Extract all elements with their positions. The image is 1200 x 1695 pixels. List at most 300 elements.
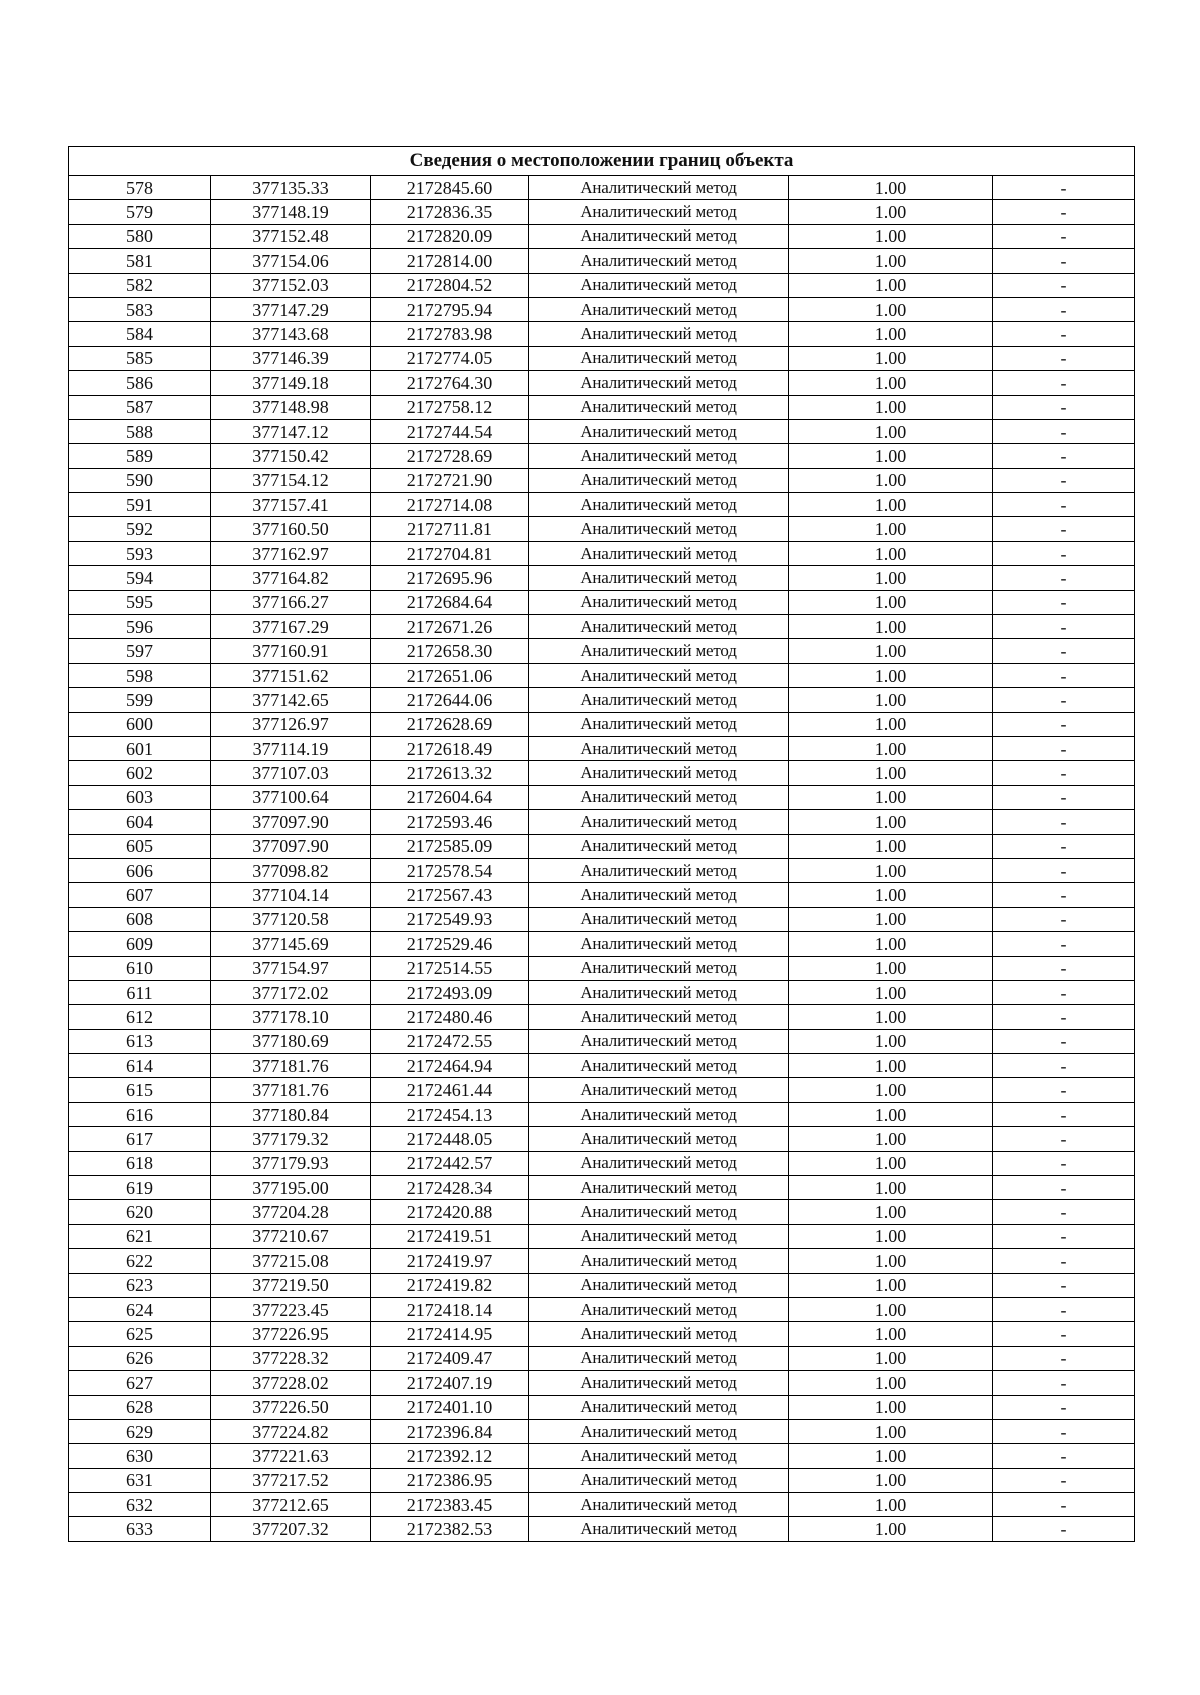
x-coordinate-cell: 377160.50 — [211, 517, 371, 541]
x-coordinate-cell: 377212.65 — [211, 1493, 371, 1517]
y-coordinate-cell: 2172414.95 — [371, 1322, 529, 1346]
point-number-cell: 599 — [69, 688, 211, 712]
x-coordinate-cell: 377160.91 — [211, 639, 371, 663]
table-row — [69, 395, 1135, 419]
table-row — [69, 834, 1135, 858]
description-cell: - — [993, 297, 1135, 321]
point-number-cell: 613 — [69, 1029, 211, 1053]
accuracy-cell: 1.00 — [789, 395, 993, 419]
point-number-cell: 590 — [69, 468, 211, 492]
accuracy-cell: 1.00 — [789, 785, 993, 809]
y-coordinate-cell: 2172480.46 — [371, 1005, 529, 1029]
table-row — [69, 200, 1135, 224]
description-cell: - — [993, 176, 1135, 200]
y-coordinate-cell: 2172774.05 — [371, 346, 529, 370]
point-number-cell: 632 — [69, 1493, 211, 1517]
method-cell: Аналитический метод — [529, 1517, 789, 1541]
table-row — [69, 1371, 1135, 1395]
accuracy-cell: 1.00 — [789, 1273, 993, 1297]
x-coordinate-cell: 377157.41 — [211, 493, 371, 517]
table-row — [69, 1517, 1135, 1541]
table-row — [69, 468, 1135, 492]
x-coordinate-cell: 377146.39 — [211, 346, 371, 370]
x-coordinate-cell: 377180.69 — [211, 1029, 371, 1053]
x-coordinate-cell: 377195.00 — [211, 1176, 371, 1200]
y-coordinate-cell: 2172845.60 — [371, 176, 529, 200]
table-row — [69, 1054, 1135, 1078]
method-cell: Аналитический метод — [529, 663, 789, 687]
accuracy-cell: 1.00 — [789, 297, 993, 321]
document-page — [68, 146, 1134, 1542]
x-coordinate-cell: 377215.08 — [211, 1249, 371, 1273]
y-coordinate-cell: 2172407.19 — [371, 1371, 529, 1395]
accuracy-cell: 1.00 — [789, 1078, 993, 1102]
accuracy-cell: 1.00 — [789, 810, 993, 834]
accuracy-cell: 1.00 — [789, 907, 993, 931]
x-coordinate-cell: 377148.98 — [211, 395, 371, 419]
y-coordinate-cell: 2172695.96 — [371, 566, 529, 590]
accuracy-cell: 1.00 — [789, 639, 993, 663]
table-row — [69, 517, 1135, 541]
description-cell: - — [993, 1029, 1135, 1053]
method-cell: Аналитический метод — [529, 590, 789, 614]
y-coordinate-cell: 2172783.98 — [371, 322, 529, 346]
accuracy-cell: 1.00 — [789, 1127, 993, 1151]
x-coordinate-cell: 377172.02 — [211, 980, 371, 1004]
accuracy-cell: 1.00 — [789, 1468, 993, 1492]
accuracy-cell: 1.00 — [789, 1054, 993, 1078]
point-number-cell: 602 — [69, 761, 211, 785]
description-cell: - — [993, 541, 1135, 565]
accuracy-cell: 1.00 — [789, 517, 993, 541]
accuracy-cell: 1.00 — [789, 493, 993, 517]
x-coordinate-cell: 377181.76 — [211, 1054, 371, 1078]
point-number-cell: 585 — [69, 346, 211, 370]
method-cell: Аналитический метод — [529, 1224, 789, 1248]
description-cell: - — [993, 493, 1135, 517]
table-row — [69, 1078, 1135, 1102]
accuracy-cell: 1.00 — [789, 1297, 993, 1321]
description-cell: - — [993, 590, 1135, 614]
y-coordinate-cell: 2172644.06 — [371, 688, 529, 712]
accuracy-cell: 1.00 — [789, 176, 993, 200]
table-row — [69, 371, 1135, 395]
table-row — [69, 980, 1135, 1004]
y-coordinate-cell: 2172448.05 — [371, 1127, 529, 1151]
table-title-row — [69, 147, 1135, 176]
y-coordinate-cell: 2172428.34 — [371, 1176, 529, 1200]
point-number-cell: 619 — [69, 1176, 211, 1200]
description-cell: - — [993, 1322, 1135, 1346]
table-row — [69, 1273, 1135, 1297]
method-cell: Аналитический метод — [529, 1419, 789, 1443]
method-cell: Аналитический метод — [529, 493, 789, 517]
x-coordinate-cell: 377224.82 — [211, 1419, 371, 1443]
y-coordinate-cell: 2172711.81 — [371, 517, 529, 541]
point-number-cell: 586 — [69, 371, 211, 395]
table-row — [69, 297, 1135, 321]
point-number-cell: 603 — [69, 785, 211, 809]
description-cell: - — [993, 956, 1135, 980]
table-title: Сведения о местоположении границ объекта — [69, 147, 1135, 176]
point-number-cell: 597 — [69, 639, 211, 663]
table-row — [69, 590, 1135, 614]
table-row — [69, 444, 1135, 468]
description-cell: - — [993, 566, 1135, 590]
description-cell: - — [993, 1419, 1135, 1443]
boundary-coordinates-table — [68, 146, 1135, 1542]
accuracy-cell: 1.00 — [789, 1322, 993, 1346]
x-coordinate-cell: 377107.03 — [211, 761, 371, 785]
description-cell: - — [993, 1297, 1135, 1321]
table-row — [69, 1151, 1135, 1175]
method-cell: Аналитический метод — [529, 517, 789, 541]
table-row — [69, 1346, 1135, 1370]
x-coordinate-cell: 377204.28 — [211, 1200, 371, 1224]
point-number-cell: 592 — [69, 517, 211, 541]
description-cell: - — [993, 615, 1135, 639]
table-row — [69, 419, 1135, 443]
description-cell: - — [993, 1151, 1135, 1175]
table-row — [69, 785, 1135, 809]
x-coordinate-cell: 377098.82 — [211, 858, 371, 882]
accuracy-cell: 1.00 — [789, 468, 993, 492]
y-coordinate-cell: 2172728.69 — [371, 444, 529, 468]
method-cell: Аналитический метод — [529, 444, 789, 468]
description-cell: - — [993, 639, 1135, 663]
table-row — [69, 810, 1135, 834]
x-coordinate-cell: 377217.52 — [211, 1468, 371, 1492]
x-coordinate-cell: 377210.67 — [211, 1224, 371, 1248]
table-row — [69, 736, 1135, 760]
y-coordinate-cell: 2172420.88 — [371, 1200, 529, 1224]
point-number-cell: 595 — [69, 590, 211, 614]
method-cell: Аналитический метод — [529, 176, 789, 200]
y-coordinate-cell: 2172795.94 — [371, 297, 529, 321]
point-number-cell: 615 — [69, 1078, 211, 1102]
method-cell: Аналитический метод — [529, 1151, 789, 1175]
y-coordinate-cell: 2172419.97 — [371, 1249, 529, 1273]
description-cell: - — [993, 1054, 1135, 1078]
x-coordinate-cell: 377226.50 — [211, 1395, 371, 1419]
description-cell: - — [993, 1249, 1135, 1273]
method-cell: Аналитический метод — [529, 907, 789, 931]
x-coordinate-cell: 377162.97 — [211, 541, 371, 565]
point-number-cell: 591 — [69, 493, 211, 517]
accuracy-cell: 1.00 — [789, 1517, 993, 1541]
method-cell: Аналитический метод — [529, 1005, 789, 1029]
description-cell: - — [993, 1517, 1135, 1541]
x-coordinate-cell: 377179.32 — [211, 1127, 371, 1151]
y-coordinate-cell: 2172578.54 — [371, 858, 529, 882]
y-coordinate-cell: 2172383.45 — [371, 1493, 529, 1517]
y-coordinate-cell: 2172651.06 — [371, 663, 529, 687]
description-cell: - — [993, 785, 1135, 809]
point-number-cell: 593 — [69, 541, 211, 565]
method-cell: Аналитический метод — [529, 1249, 789, 1273]
accuracy-cell: 1.00 — [789, 980, 993, 1004]
point-number-cell: 579 — [69, 200, 211, 224]
y-coordinate-cell: 2172758.12 — [371, 395, 529, 419]
point-number-cell: 630 — [69, 1444, 211, 1468]
x-coordinate-cell: 377114.19 — [211, 736, 371, 760]
accuracy-cell: 1.00 — [789, 224, 993, 248]
table-row — [69, 615, 1135, 639]
x-coordinate-cell: 377228.32 — [211, 1346, 371, 1370]
point-number-cell: 610 — [69, 956, 211, 980]
table-row — [69, 176, 1135, 200]
accuracy-cell: 1.00 — [789, 1176, 993, 1200]
table-row — [69, 1444, 1135, 1468]
accuracy-cell: 1.00 — [789, 736, 993, 760]
x-coordinate-cell: 377164.82 — [211, 566, 371, 590]
point-number-cell: 587 — [69, 395, 211, 419]
method-cell: Аналитический метод — [529, 249, 789, 273]
method-cell: Аналитический метод — [529, 1273, 789, 1297]
y-coordinate-cell: 2172820.09 — [371, 224, 529, 248]
y-coordinate-cell: 2172567.43 — [371, 883, 529, 907]
description-cell: - — [993, 419, 1135, 443]
method-cell: Аналитический метод — [529, 761, 789, 785]
table-row — [69, 712, 1135, 736]
y-coordinate-cell: 2172704.81 — [371, 541, 529, 565]
y-coordinate-cell: 2172613.32 — [371, 761, 529, 785]
description-cell: - — [993, 1127, 1135, 1151]
x-coordinate-cell: 377145.69 — [211, 932, 371, 956]
method-cell: Аналитический метод — [529, 1127, 789, 1151]
accuracy-cell: 1.00 — [789, 249, 993, 273]
x-coordinate-cell: 377228.02 — [211, 1371, 371, 1395]
y-coordinate-cell: 2172804.52 — [371, 273, 529, 297]
description-cell: - — [993, 322, 1135, 346]
description-cell: - — [993, 932, 1135, 956]
x-coordinate-cell: 377179.93 — [211, 1151, 371, 1175]
description-cell: - — [993, 907, 1135, 931]
point-number-cell: 581 — [69, 249, 211, 273]
point-number-cell: 616 — [69, 1102, 211, 1126]
y-coordinate-cell: 2172396.84 — [371, 1419, 529, 1443]
table-row — [69, 249, 1135, 273]
y-coordinate-cell: 2172628.69 — [371, 712, 529, 736]
description-cell: - — [993, 834, 1135, 858]
description-cell: - — [993, 1444, 1135, 1468]
accuracy-cell: 1.00 — [789, 566, 993, 590]
point-number-cell: 622 — [69, 1249, 211, 1273]
x-coordinate-cell: 377097.90 — [211, 834, 371, 858]
x-coordinate-cell: 377219.50 — [211, 1273, 371, 1297]
point-number-cell: 611 — [69, 980, 211, 1004]
accuracy-cell: 1.00 — [789, 1419, 993, 1443]
table-row — [69, 1200, 1135, 1224]
method-cell: Аналитический метод — [529, 810, 789, 834]
y-coordinate-cell: 2172454.13 — [371, 1102, 529, 1126]
accuracy-cell: 1.00 — [789, 273, 993, 297]
point-number-cell: 582 — [69, 273, 211, 297]
table-row — [69, 1249, 1135, 1273]
point-number-cell: 617 — [69, 1127, 211, 1151]
table-row — [69, 1493, 1135, 1517]
table-row — [69, 907, 1135, 931]
x-coordinate-cell: 377150.42 — [211, 444, 371, 468]
description-cell: - — [993, 712, 1135, 736]
y-coordinate-cell: 2172442.57 — [371, 1151, 529, 1175]
point-number-cell: 578 — [69, 176, 211, 200]
method-cell: Аналитический метод — [529, 1102, 789, 1126]
point-number-cell: 627 — [69, 1371, 211, 1395]
y-coordinate-cell: 2172585.09 — [371, 834, 529, 858]
accuracy-cell: 1.00 — [789, 1200, 993, 1224]
table-row — [69, 858, 1135, 882]
point-number-cell: 601 — [69, 736, 211, 760]
description-cell: - — [993, 517, 1135, 541]
x-coordinate-cell: 377147.12 — [211, 419, 371, 443]
method-cell: Аналитический метод — [529, 858, 789, 882]
y-coordinate-cell: 2172464.94 — [371, 1054, 529, 1078]
y-coordinate-cell: 2172618.49 — [371, 736, 529, 760]
point-number-cell: 604 — [69, 810, 211, 834]
point-number-cell: 621 — [69, 1224, 211, 1248]
y-coordinate-cell: 2172529.46 — [371, 932, 529, 956]
table-row — [69, 761, 1135, 785]
x-coordinate-cell: 377126.97 — [211, 712, 371, 736]
description-cell: - — [993, 1200, 1135, 1224]
table-row — [69, 1468, 1135, 1492]
accuracy-cell: 1.00 — [789, 1151, 993, 1175]
accuracy-cell: 1.00 — [789, 761, 993, 785]
x-coordinate-cell: 377104.14 — [211, 883, 371, 907]
point-number-cell: 588 — [69, 419, 211, 443]
accuracy-cell: 1.00 — [789, 688, 993, 712]
method-cell: Аналитический метод — [529, 371, 789, 395]
point-number-cell: 629 — [69, 1419, 211, 1443]
description-cell: - — [993, 736, 1135, 760]
method-cell: Аналитический метод — [529, 932, 789, 956]
table-row — [69, 1419, 1135, 1443]
x-coordinate-cell: 377152.48 — [211, 224, 371, 248]
accuracy-cell: 1.00 — [789, 1102, 993, 1126]
accuracy-cell: 1.00 — [789, 956, 993, 980]
method-cell: Аналитический метод — [529, 736, 789, 760]
description-cell: - — [993, 1102, 1135, 1126]
y-coordinate-cell: 2172814.00 — [371, 249, 529, 273]
accuracy-cell: 1.00 — [789, 1346, 993, 1370]
description-cell: - — [993, 468, 1135, 492]
point-number-cell: 580 — [69, 224, 211, 248]
table-row — [69, 932, 1135, 956]
y-coordinate-cell: 2172549.93 — [371, 907, 529, 931]
accuracy-cell: 1.00 — [789, 1371, 993, 1395]
point-number-cell: 607 — [69, 883, 211, 907]
x-coordinate-cell: 377178.10 — [211, 1005, 371, 1029]
method-cell: Аналитический метод — [529, 1493, 789, 1517]
method-cell: Аналитический метод — [529, 419, 789, 443]
description-cell: - — [993, 980, 1135, 1004]
y-coordinate-cell: 2172419.82 — [371, 1273, 529, 1297]
table-row — [69, 663, 1135, 687]
y-coordinate-cell: 2172514.55 — [371, 956, 529, 980]
description-cell: - — [993, 1224, 1135, 1248]
y-coordinate-cell: 2172409.47 — [371, 1346, 529, 1370]
point-number-cell: 624 — [69, 1297, 211, 1321]
method-cell: Аналитический метод — [529, 1371, 789, 1395]
accuracy-cell: 1.00 — [789, 200, 993, 224]
accuracy-cell: 1.00 — [789, 615, 993, 639]
x-coordinate-cell: 377147.29 — [211, 297, 371, 321]
x-coordinate-cell: 377166.27 — [211, 590, 371, 614]
x-coordinate-cell: 377097.90 — [211, 810, 371, 834]
accuracy-cell: 1.00 — [789, 590, 993, 614]
y-coordinate-cell: 2172418.14 — [371, 1297, 529, 1321]
method-cell: Аналитический метод — [529, 1468, 789, 1492]
x-coordinate-cell: 377120.58 — [211, 907, 371, 931]
x-coordinate-cell: 377154.06 — [211, 249, 371, 273]
table-row — [69, 566, 1135, 590]
method-cell: Аналитический метод — [529, 395, 789, 419]
description-cell: - — [993, 1346, 1135, 1370]
description-cell: - — [993, 1395, 1135, 1419]
y-coordinate-cell: 2172714.08 — [371, 493, 529, 517]
method-cell: Аналитический метод — [529, 468, 789, 492]
method-cell: Аналитический метод — [529, 639, 789, 663]
point-number-cell: 628 — [69, 1395, 211, 1419]
point-number-cell: 614 — [69, 1054, 211, 1078]
point-number-cell: 589 — [69, 444, 211, 468]
accuracy-cell: 1.00 — [789, 1005, 993, 1029]
description-cell: - — [993, 761, 1135, 785]
point-number-cell: 633 — [69, 1517, 211, 1541]
method-cell: Аналитический метод — [529, 322, 789, 346]
x-coordinate-cell: 377221.63 — [211, 1444, 371, 1468]
x-coordinate-cell: 377148.19 — [211, 200, 371, 224]
y-coordinate-cell: 2172472.55 — [371, 1029, 529, 1053]
x-coordinate-cell: 377135.33 — [211, 176, 371, 200]
point-number-cell: 631 — [69, 1468, 211, 1492]
method-cell: Аналитический метод — [529, 566, 789, 590]
method-cell: Аналитический метод — [529, 688, 789, 712]
method-cell: Аналитический метод — [529, 1054, 789, 1078]
y-coordinate-cell: 2172764.30 — [371, 371, 529, 395]
method-cell: Аналитический метод — [529, 297, 789, 321]
description-cell: - — [993, 663, 1135, 687]
method-cell: Аналитический метод — [529, 1346, 789, 1370]
point-number-cell: 606 — [69, 858, 211, 882]
method-cell: Аналитический метод — [529, 346, 789, 370]
description-cell: - — [993, 810, 1135, 834]
point-number-cell: 605 — [69, 834, 211, 858]
accuracy-cell: 1.00 — [789, 419, 993, 443]
accuracy-cell: 1.00 — [789, 834, 993, 858]
x-coordinate-cell: 377180.84 — [211, 1102, 371, 1126]
accuracy-cell: 1.00 — [789, 322, 993, 346]
y-coordinate-cell: 2172744.54 — [371, 419, 529, 443]
method-cell: Аналитический метод — [529, 956, 789, 980]
method-cell: Аналитический метод — [529, 615, 789, 639]
point-number-cell: 620 — [69, 1200, 211, 1224]
y-coordinate-cell: 2172836.35 — [371, 200, 529, 224]
accuracy-cell: 1.00 — [789, 346, 993, 370]
method-cell: Аналитический метод — [529, 224, 789, 248]
x-coordinate-cell: 377151.62 — [211, 663, 371, 687]
description-cell: - — [993, 1493, 1135, 1517]
description-cell: - — [993, 858, 1135, 882]
accuracy-cell: 1.00 — [789, 1249, 993, 1273]
table-row — [69, 493, 1135, 517]
table-row — [69, 1395, 1135, 1419]
point-number-cell: 623 — [69, 1273, 211, 1297]
table-row — [69, 541, 1135, 565]
point-number-cell: 626 — [69, 1346, 211, 1370]
table-row — [69, 1176, 1135, 1200]
